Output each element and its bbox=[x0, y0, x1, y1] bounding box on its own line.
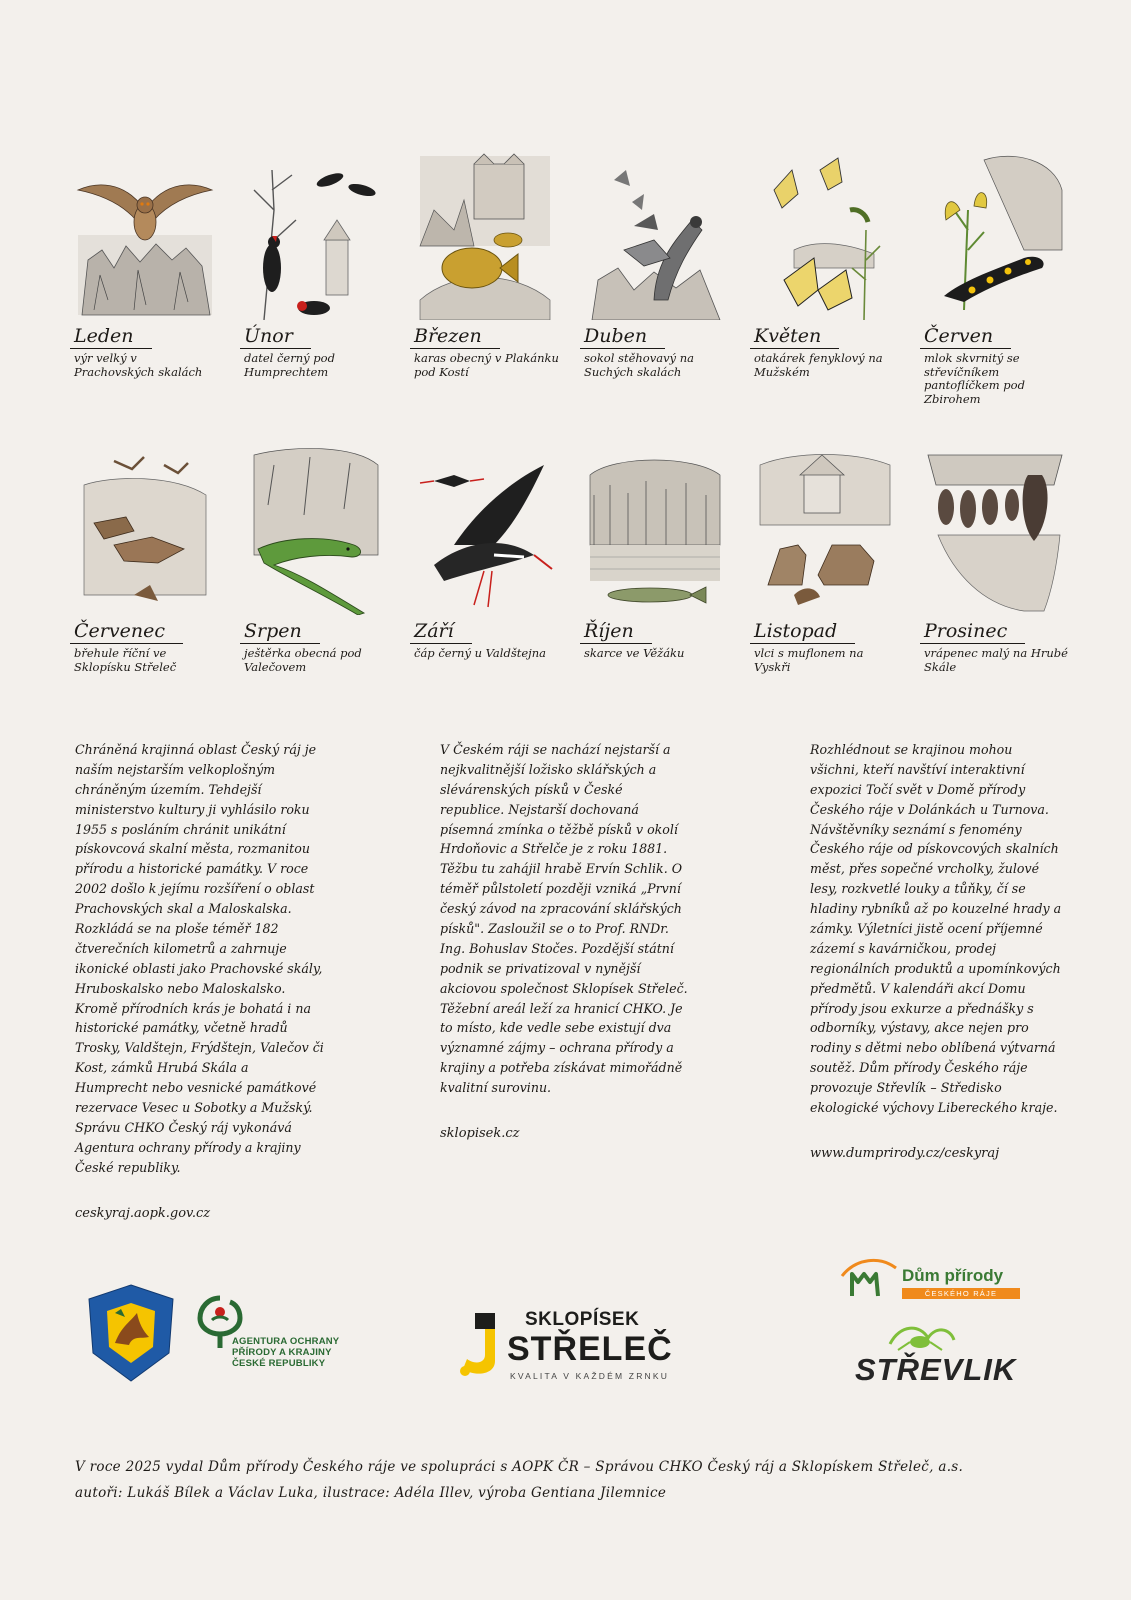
month-name: Červen bbox=[920, 326, 1011, 349]
illustration-eagle-owl bbox=[74, 150, 216, 320]
month-name: Červenec bbox=[70, 621, 183, 644]
aopk-name: AGENTURA OCHRANY PŘÍRODY A KRAJINY ČESKÉ REPUBLIKY bbox=[232, 1336, 340, 1369]
month-name: Březen bbox=[410, 326, 500, 349]
publisher-credit: V roce 2025 vydal Dům přírody Českého ráje ve spolupráci s AOPK ČR – Správou CHKO Český ráj a Sklopískem Střeleč, a.s. bbox=[75, 1459, 964, 1475]
month-name: Listopad bbox=[750, 621, 855, 644]
month-caption: otakárek fenyklový na Mužském bbox=[754, 350, 883, 379]
month-row-2 bbox=[70, 445, 1070, 700]
month-name: Květen bbox=[750, 326, 839, 349]
illustration-fire-salamander bbox=[924, 150, 1066, 320]
strevlik-name: STŘEVLIK bbox=[855, 1352, 1017, 1387]
website-link[interactable]: ceskyraj.aopk.gov.cz bbox=[75, 1205, 211, 1221]
strelec-name: STŘELEČ bbox=[507, 1330, 673, 1368]
month-name: Únor bbox=[240, 326, 311, 349]
dum-prirody-logo bbox=[838, 1248, 1028, 1308]
month-caption: mlok skvrnitý se střevíčníkem pantoflíčkem pod Zbirohem bbox=[924, 350, 1025, 407]
month-name: Září bbox=[410, 621, 472, 644]
website-link[interactable]: sklopisek.cz bbox=[440, 1126, 520, 1142]
column-text: Rozhlédnout se krajinou mohou všichni, kteří navštíví interaktivní expozici Točí svět v Domě přírody Českého ráje v Dolánkách u Turnova. Návštěvníky seznámí s fenomény Českého ráje od pískovcových skalních měst, přes sopečné vrcholky, žulové lesy, rozkvetlé louky a tůňky, čí se hladiny rybníků až po kouzelné hrady a zámky. Výletníci jistě ocení příjemné zázemí s kavárničkou, prodej regionálních produktů a upomínkových předmětů. V kalendáři akcí Domu přírody jsou exkurze a přednášky s odborníky, výstavy, akce nejen pro rodiny s dětmi nebo oblíbená výtvarná soutěž. Dům přírody Českého ráje provozuje Střevlík – Středisko ekologické výchovy Libereckého kraje. bbox=[810, 742, 1062, 1116]
month-caption: břehule říční ve Sklopísku Střeleč bbox=[74, 645, 177, 674]
month-caption: vlci s muflonem na Vyskři bbox=[754, 645, 864, 674]
illustration-sand-lizard bbox=[244, 445, 386, 615]
illustration-wolves-mouflon bbox=[754, 445, 896, 615]
column-text: V Českém ráji se nachází nejstarší a nejkvalitnější ložisko sklářských a slévárenských písků v České republice. Nejstarší dochovaná písemná zmínka o těžbě písků v okolí Hrdoňovic a Střelče je z roku 1881. Těžbu tu zahájil hrabě Ervín Schlik. O téměř půlstoletí později vzniká „První český závod na zpracování sklářských písků". Zasloužil se o to Prof. RNDr. Ing. Bohuslav Stočes. Pozdější státní podnik se privatizoval v nynější akciovou společnost Sklopísek Střeleč. Těžební areál leží za hranicí CHKO. Je to místo, kde vedle sebe existují dva významné zájmy – ochrana přírody a krajiny a potřeba získávat mimořádně kvalitní surovinu. bbox=[440, 742, 688, 1096]
month-caption: karas obecný v Plakánku pod Kostí bbox=[414, 350, 559, 379]
month-caption: ještěrka obecná pod Valečovem bbox=[244, 645, 362, 674]
text-column-dum-prirody bbox=[810, 740, 1065, 1164]
month-june bbox=[920, 150, 1070, 405]
month-caption: vrápenec malý na Hrubé Skále bbox=[924, 645, 1068, 674]
sklopisek-strelec-logo bbox=[455, 1305, 680, 1383]
month-december bbox=[920, 445, 1070, 700]
month-caption: čáp černý u Valdštejna bbox=[414, 645, 546, 660]
dum-prirody-subtitle: ČESKÉHO RÁJE bbox=[902, 1288, 1020, 1299]
month-name: Říjen bbox=[580, 621, 652, 644]
month-may bbox=[750, 150, 900, 405]
month-march bbox=[410, 150, 560, 405]
month-name: Prosinec bbox=[920, 621, 1025, 644]
month-caption: výr velký v Prachovských skalách bbox=[74, 350, 203, 379]
month-row-1 bbox=[70, 150, 1070, 405]
strevlik-logo bbox=[850, 1320, 1030, 1390]
month-grid bbox=[70, 150, 1070, 700]
text-column-chko bbox=[75, 740, 325, 1224]
illustration-horseshoe-bats bbox=[924, 445, 1066, 615]
month-name: Srpen bbox=[240, 621, 320, 644]
sklopisek-name: SKLOPÍSEK bbox=[525, 1309, 640, 1330]
illustration-black-stork bbox=[414, 445, 556, 615]
month-caption: sokol stěhovavý na Suchých skalách bbox=[584, 350, 694, 379]
aopk-logo bbox=[190, 1290, 340, 1380]
month-name: Leden bbox=[70, 326, 152, 349]
month-november bbox=[750, 445, 900, 700]
sklopisek-tagline: KVALITA V KAŽDÉM ZRNKU bbox=[510, 1371, 670, 1381]
website-link[interactable]: www.dumprirody.cz/ceskyraj bbox=[810, 1145, 1000, 1161]
text-column-sklopisek bbox=[440, 740, 690, 1145]
authors-credit: autoři: Lukáš Bílek a Václav Luka, ilustrace: Adéla Illev, výroba Gentiana Jilemnice bbox=[75, 1484, 667, 1501]
month-february bbox=[240, 150, 390, 405]
month-july bbox=[70, 445, 220, 700]
dum-prirody-name: Dům přírody bbox=[902, 1266, 1004, 1285]
month-april bbox=[580, 150, 730, 405]
month-name: Duben bbox=[580, 326, 665, 349]
credits-footer bbox=[75, 1455, 1085, 1506]
month-august bbox=[240, 445, 390, 700]
chko-cesky-raj-logo bbox=[85, 1283, 177, 1383]
illustration-crucian-carp bbox=[414, 150, 556, 320]
illustration-peregrine-falcon bbox=[584, 150, 726, 320]
illustration-sand-martin bbox=[74, 445, 216, 615]
month-october bbox=[580, 445, 730, 700]
illustration-char-fish bbox=[584, 445, 726, 615]
illustration-swallowtail bbox=[754, 150, 896, 320]
month-caption: datel černý pod Humprechtem bbox=[244, 350, 335, 379]
month-september bbox=[410, 445, 560, 700]
month-caption: skarce ve Věžáku bbox=[584, 645, 685, 660]
column-text: Chráněná krajinná oblast Český ráj je naším nejstarším velkoplošným chráněným územím. Tehdejší ministerstvo kultury ji vyhlásilo roku 1955 s posláním chránit unikátní pískovcová skalní města, rozmanitou přírodu a historické památky. V roce 2002 došlo k jejímu rozšíření o oblast Prachovských skal a Maloskalska. Rozkládá se na ploše téměř 182 čtverečních kilometrů a zahrnuje ikonické oblasti jako Prachovské skály, Hruboskalsko nebo Maloskalsko. Kromě přírodních krás je bohatá i na historické památky, včetně hradů Trosky, Valdštejn, Frýdštejn, Valečov či Kost, zámků Hrubá Skála a Humprecht nebo vesnické památkové rezervace Vesec u Sobotky a Mužský. Správu CHKO Český ráj vykonává Agentura ochrany přírody a krajiny České republiky. bbox=[75, 742, 324, 1175]
month-january bbox=[70, 150, 220, 405]
illustration-black-woodpecker bbox=[244, 150, 386, 320]
